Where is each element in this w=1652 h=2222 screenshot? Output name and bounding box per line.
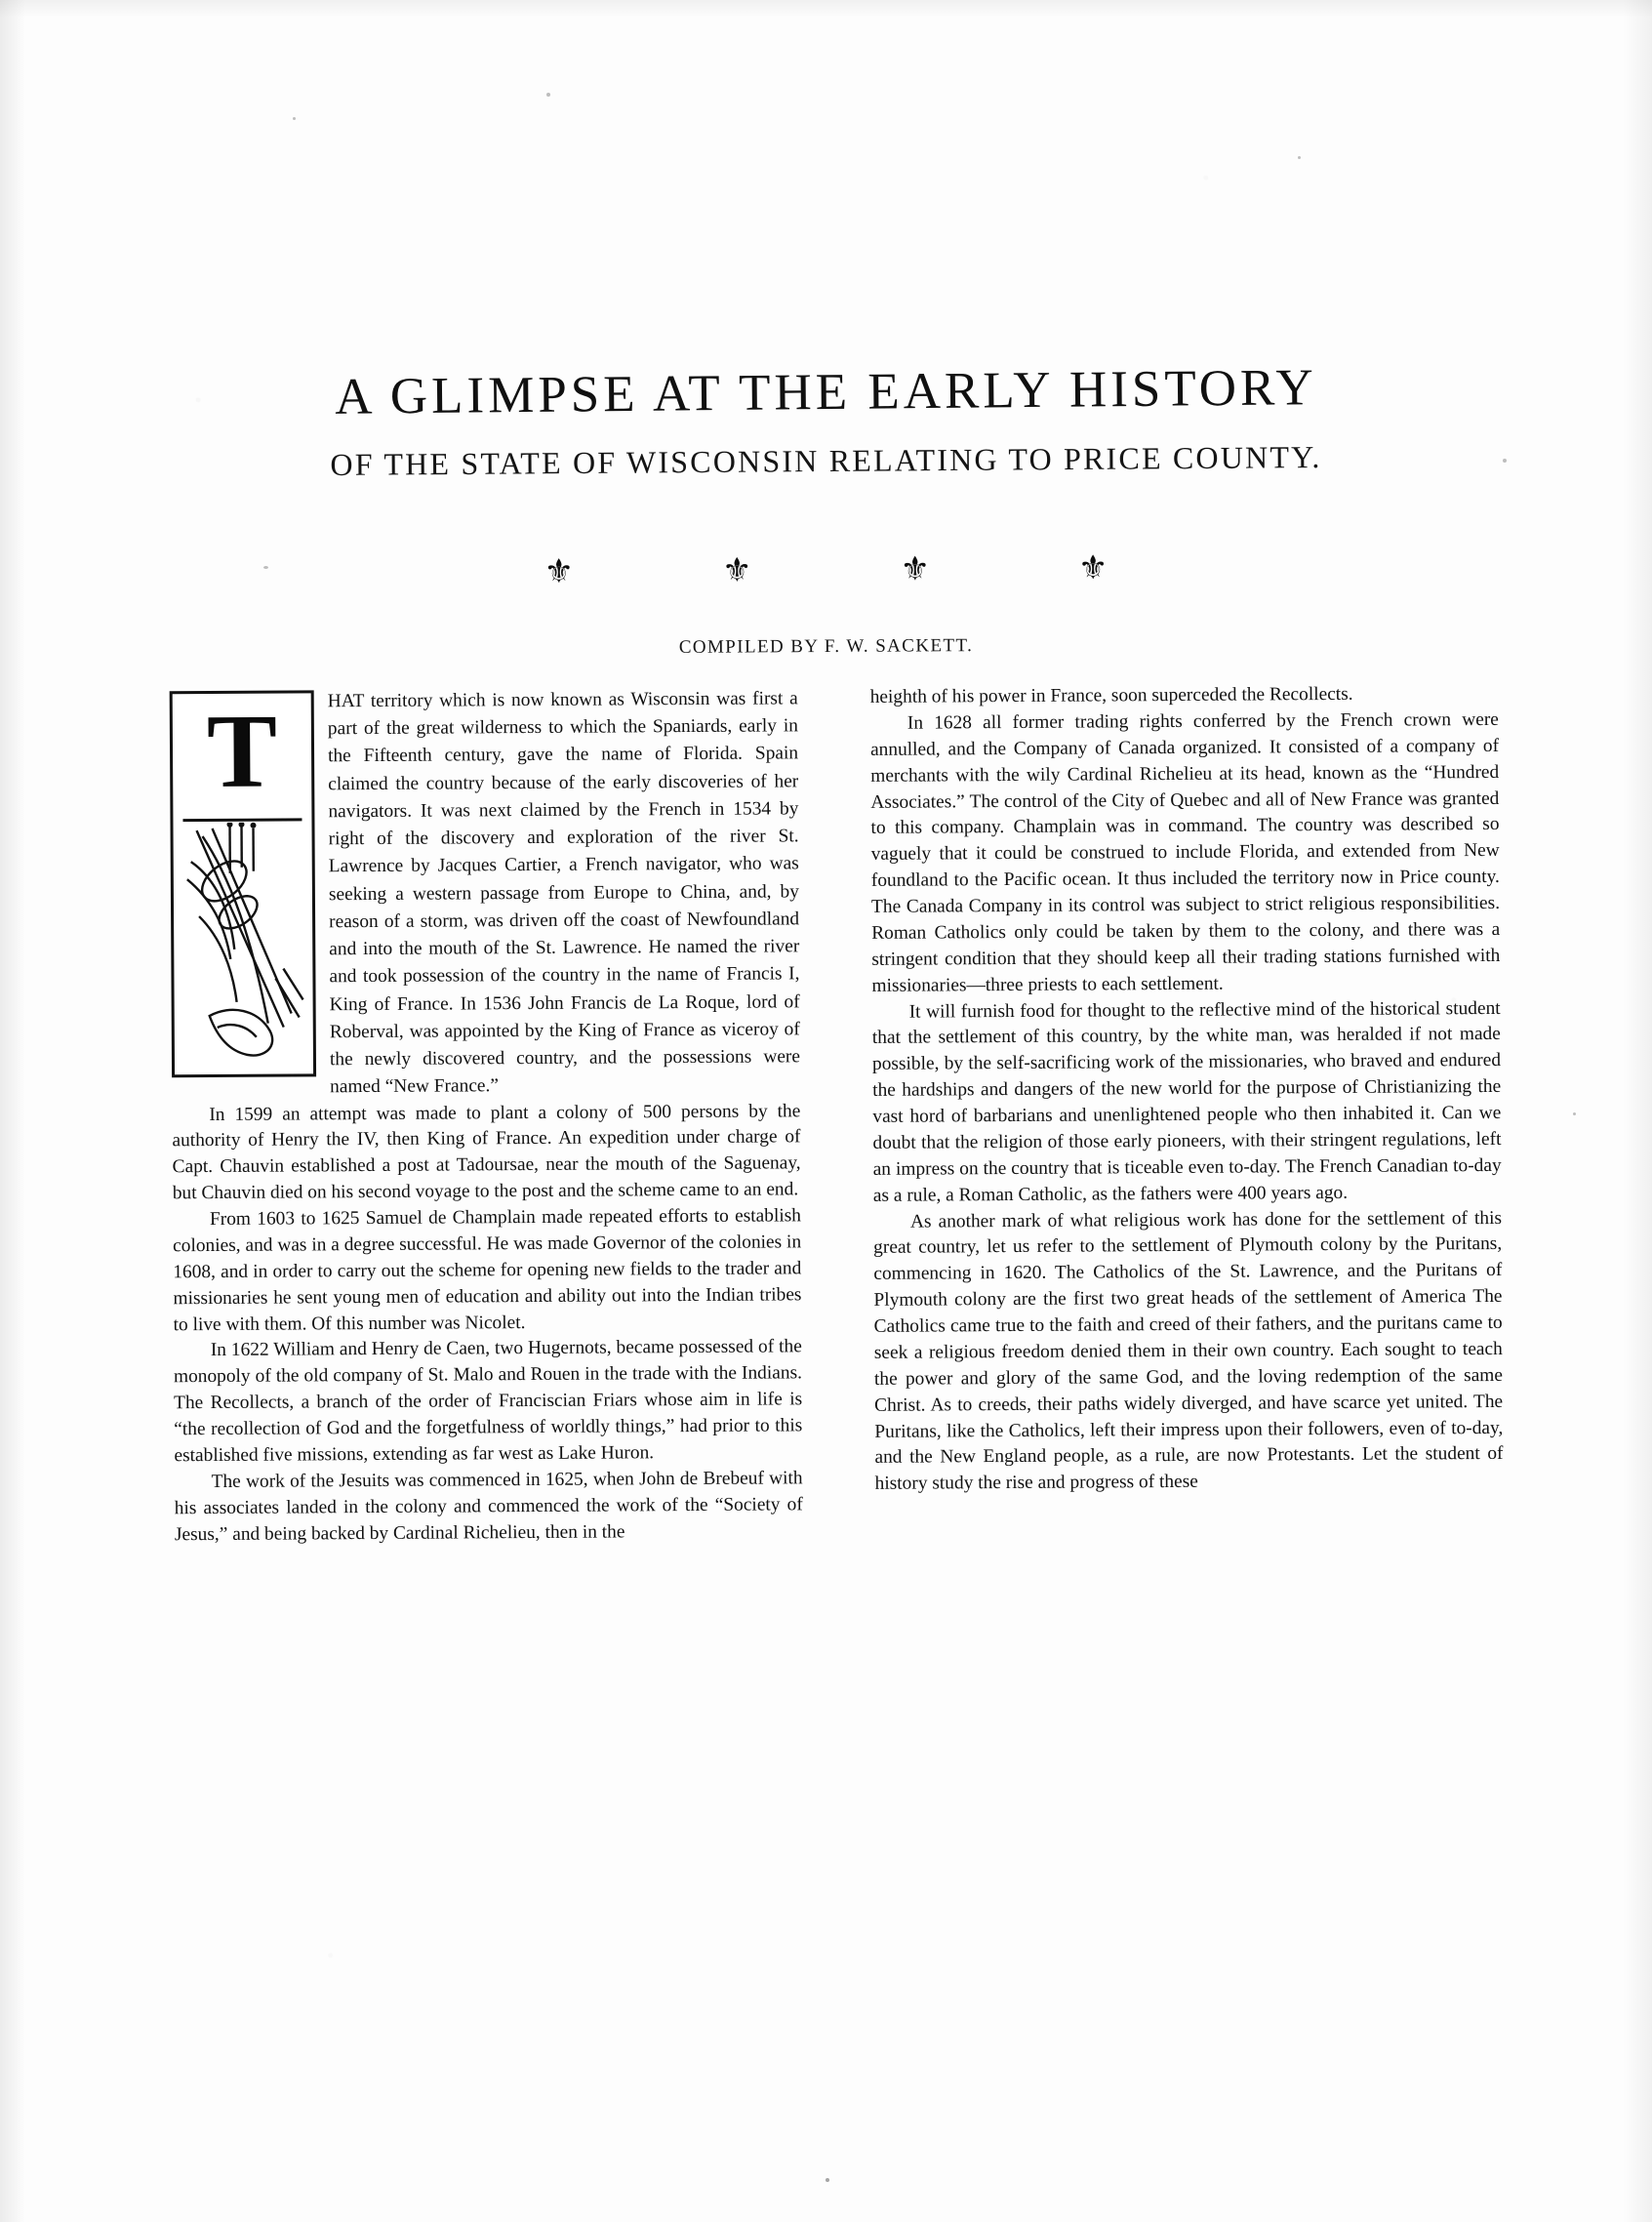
scan-speck <box>1573 1112 1576 1115</box>
paragraph: As another mark of what religious work has done for the settlement of this great country, let us refer to the settlement of Plymouth colony by the Puritans, commencing in 1620. The Catholics of the St. Lawrence, and the Puritans of Plymouth colony are the first two great heads of the settlement of America The Catholics came true to the faith and creed of their fathers, and the puritans came to seek a religious freedom denied them in their own country. Each sought to teach the power and glory of the same God, and the loving redemption of the same Christ. As to creeds, their paths widely diverged, and have scarce yet united. The Puritans, like the Catholics, left their impress upon their followers, even of to-day, and the New England people, as a rule, are now Protestants. Let the student of history study the rise and progress of these <box>873 1207 1504 1495</box>
column-left <box>170 685 803 1548</box>
fleur-de-lis-icon: ⚜ <box>721 552 752 589</box>
page-footer-mark <box>826 2178 829 2182</box>
scan-shadow-right <box>1623 0 1652 2222</box>
fleur-de-lis-icon: ⚜ <box>544 553 575 591</box>
scan-speck <box>546 93 550 97</box>
byline: COMPILED BY F. W. SACKETT. <box>678 635 974 658</box>
paragraph: In 1622 William and Henry de Caen, two Hugernots, became possessed of the monopoly of the old company of St. Malo and Rouen in the trade with the Indians. The Recollects, a branch of the order of Franciscian Friars whose aim in life is “the recollection of God and the forgetfulness of worldly things,” had prior to this established five missions, extending as far west as Lake Huron. <box>173 1336 803 1467</box>
scan-shadow-left <box>0 0 25 2222</box>
scan-speck <box>1298 156 1301 159</box>
page-title: A GLIMPSE AT THE EARLY HISTORY <box>334 359 1317 425</box>
dropcap-illustration-icon <box>173 822 313 1069</box>
paragraph: heighth of his power in France, soon superceded the Recollects. <box>869 683 1353 707</box>
column-right <box>870 681 1504 1498</box>
paragraph: HAT territory which is now known as Wisconsin was first a part of the great wilderness to which the Spaniards, early in the Fifteenth century, gave the name of Florida. Spain claimed the country because of the early discoveries of her navigators. It was next claimed by the French in 1534 by right of the discovery and exploration of the river St. Lawrence by Jacques Cartier, a French navigator, who was seeking a western passage from Europe to China, and, by reason of a storm, was driven off the coast of Newfoundland and into the mouth of the St. Lawrence. He named the river and took possession of the country in the name of Francis I, King of France. In 1536 John Francis de La Roque, lord of Roberval, was appointed by the King of France as viceroy of the newly discovered country, and the possessions were named “New France.” <box>327 688 801 1098</box>
ornament-row <box>0 548 1652 593</box>
article-body <box>170 681 1535 2084</box>
document-header <box>0 359 1652 482</box>
fleur-de-lis-icon: ⚜ <box>900 551 931 588</box>
page-subtitle: OF THE STATE OF WISCONSIN RELATING TO PRICE COUNTY. <box>330 439 1322 482</box>
fleur-de-lis-icon: ⚜ <box>1077 549 1108 587</box>
scan-speck <box>293 117 296 120</box>
paragraph: In 1599 an attempt was made to plant a colony of 500 persons by the authority of Henry the IV, then King of France. An expedition under charge of Capt. Chauvin established a post at Tadoursae, near the mouth of the Saguenay, but Chauvin died on his second voyage to the post and the scheme came to an end. <box>172 1100 801 1204</box>
paragraph: It will furnish food for thought to the reflective mind of the historical student that the settlement of this country, by the white man, was heralded if not made possible, by the self-sacrificing work of the missionaries, who braved and endured the hardships and dangers of the new world for the purpose of Christianizing the vast hord of barbarians and unenlightened people who then inhabited it. Can we doubt that the religion of those early pioneers, with their stringent regulations, left an impress on the country that is ticeable even to-day. The French Canadian to-day as a rule, a Roman Catholic, as the fathers were 400 years ago. <box>871 997 1502 1206</box>
scan-shadow-top <box>0 0 1652 18</box>
dropcap-letter: T <box>206 693 278 811</box>
dropcap-paragraph <box>170 685 801 1102</box>
paragraph: From 1603 to 1625 Samuel de Champlain made repeated efforts to establish colonies, and was in a degree successful. He was made Governor of the colonies in 1608, and in order to carry out the scheme for opening new fields to the trader and missionaries he sent young men of education and ability out into the Indian tribes to live with them. Of this number was Nicolet. <box>173 1205 802 1335</box>
paragraph: The work of the Jesuits was commenced in 1625, when John de Brebeuf with his associates landed in the colony and commenced the work of the “Society of Jesus,” and being backed by Cardinal Richelieu, then in the <box>174 1468 803 1545</box>
paragraph: In 1628 all former trading rights conferred by the French crown were annulled, and the Company of Canada organized. It consisted of a company of merchants with the wily Cardinal Richelieu at its head, known as the “Hundred Associates.” The control of the City of Quebec and all of New France was granted to this company. Champlain was in command. The country was described so vaguely that it could be construed to include Florida, and extended from New foundland to the Pacific ocean. It thus included the territory now in Price county. The Canada Company in its control was subject to strict religious responsibilities. Roman Catholics only could be taken by them to the colony, and there was a stringent condition that they should keep all their trading stations furnished with missionaries—three priests to each settlement. <box>869 708 1501 996</box>
decorative-initial-block <box>170 690 316 1077</box>
